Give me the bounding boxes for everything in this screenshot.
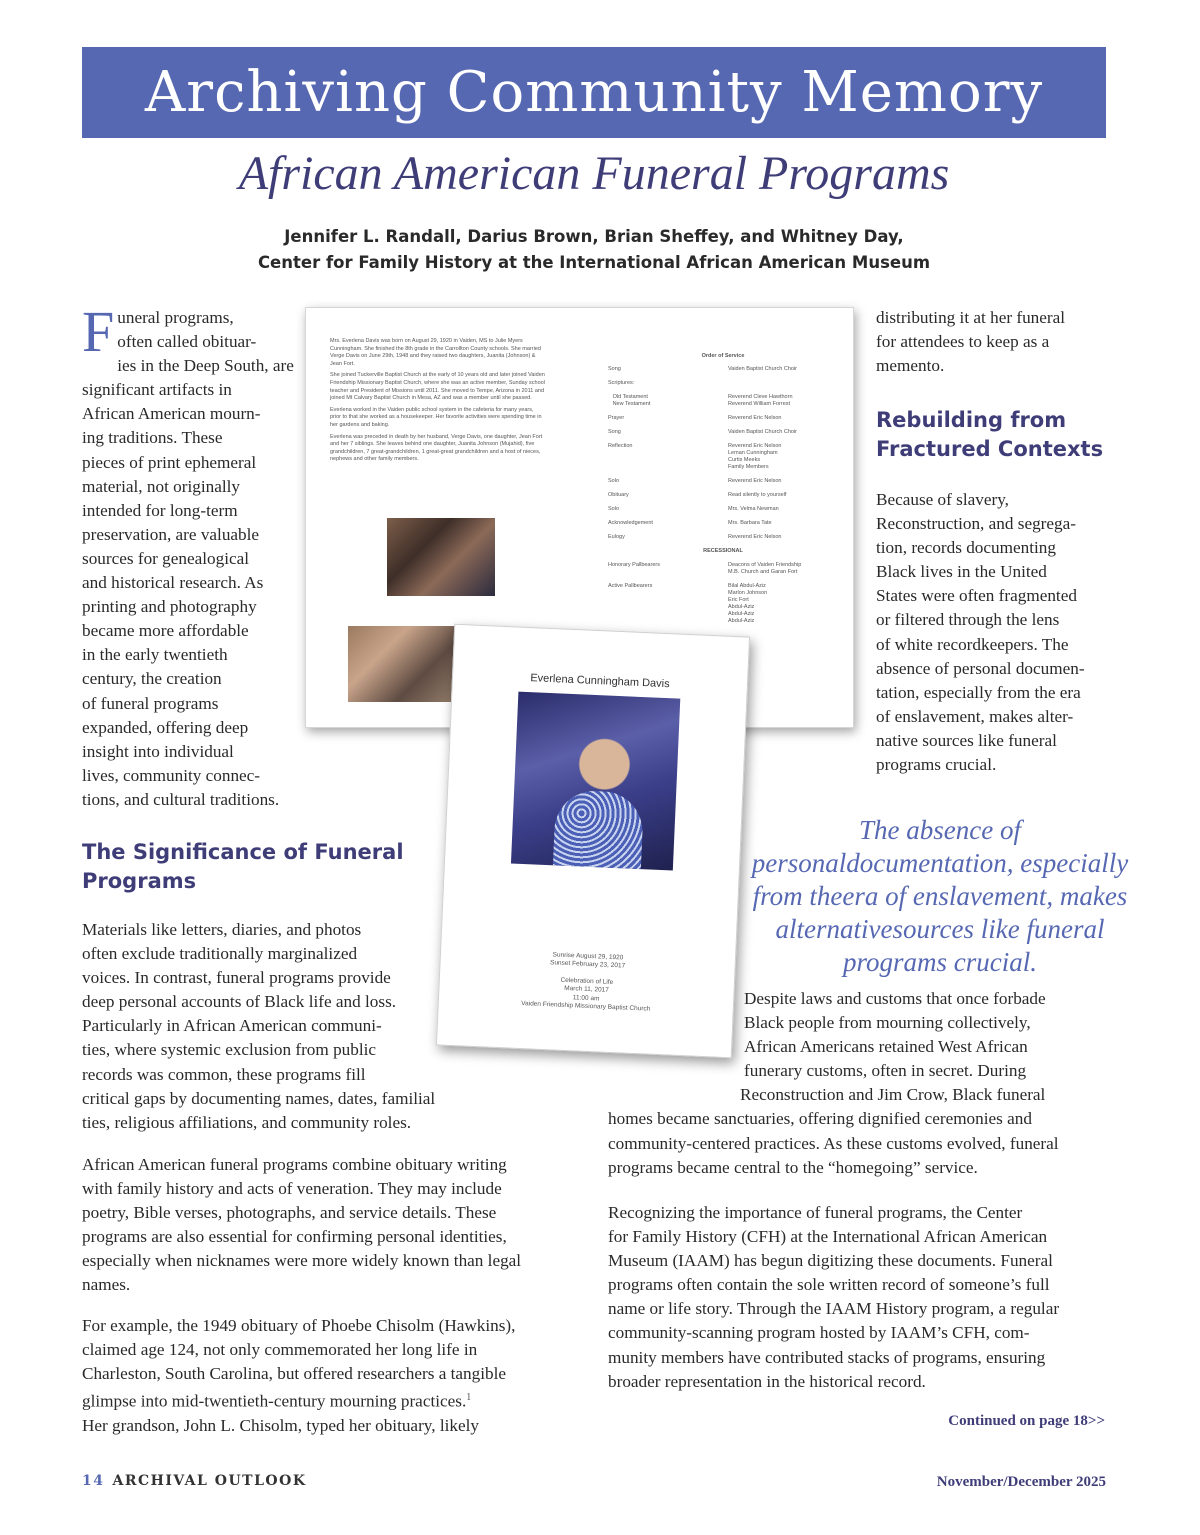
text-line: programs often contain the sole written record of someone’s full — [608, 1275, 1050, 1295]
obituary-paragraph: She joined Tuckerville Baptist Church at the early of 10 years old and later joined Vaiden Friendship Missionary Baptist Church, where she was an active member, Sunday school teacher and President of Missions until 2011. She moved to Tempe, Arizona in 2011 and joined Mt Calvary Baptist Church in Mesa, AZ and was a member until she passed. — [330, 372, 545, 402]
service-participant: Reverend Eric Nelson — [728, 415, 782, 421]
celebration-date: March 11, 2017 — [564, 985, 609, 995]
portrait-photo — [511, 692, 680, 871]
cfh-paragraph — [608, 1201, 1128, 1394]
text-line: tions, and cultural traditions. — [82, 789, 280, 809]
text-line: often exclude traditionally marginalized — [82, 944, 358, 964]
text-line: Charleston, South Carolina, but offered researchers a tangible — [82, 1364, 506, 1384]
text-line: poetry, Bible verses, photographs, and service details. These — [82, 1203, 497, 1223]
text-line: memento. — [876, 356, 945, 376]
text-line: especially when nicknames were more widely known than legal — [82, 1251, 522, 1271]
service-row — [608, 380, 838, 387]
service-participant: Mrs. Barbara Tate — [728, 520, 772, 526]
obituary-paragraph: Everlena worked in the Vaiden public school system in the cafeteria for many years, prior to that she worked as a housekeeper. Her favorite activities were spending time in her gardens and baking. — [330, 406, 542, 428]
text-line: lives, community connec- — [82, 765, 261, 785]
text-line: Materials like letters, diaries, and photos — [82, 920, 362, 939]
service-participant — [728, 380, 838, 387]
section-heading-rebuilding — [876, 406, 1136, 464]
service-item: Eulogy — [608, 534, 625, 540]
paragraph-lines — [82, 1314, 582, 1438]
text-line: broader representation in the historical record. — [608, 1371, 926, 1391]
text-line: or filtered through the lens — [876, 610, 1060, 630]
affiliation-line: Center for Family History at the International African American Museum — [257, 253, 931, 272]
text-line: Reconstruction and Jim Crow, Black funeral — [740, 1085, 1046, 1105]
heading-line: Fractured Contexts — [876, 437, 1104, 461]
sunset-date: Sunset February 23, 2017 — [549, 959, 626, 970]
service-row — [608, 506, 838, 513]
text-line: sources like funeral programs crucial. — [843, 914, 1105, 977]
text-line: of funeral programs — [82, 693, 219, 713]
church-name: Vaiden Friendship Missionary Baptist Church — [521, 1000, 651, 1013]
service-item: Scriptures: — [608, 380, 635, 386]
heading-line: The Significance of Funeral — [82, 840, 404, 864]
service-row — [608, 534, 838, 541]
text-line: pieces of print ephemeral — [82, 452, 257, 472]
service-participant: Reverend Eric Nelson Leman Cunningham Curtis Meeks Family Members — [728, 443, 782, 470]
text-line: material, not originally — [82, 476, 240, 496]
celebration-label: Celebration of Life — [560, 976, 614, 986]
service-item: Obituary — [608, 492, 629, 498]
text-line: Recognizing the importance of funeral programs, the Center — [608, 1203, 1023, 1222]
text-line: intended for long-term — [82, 500, 238, 520]
service-participant: Reverend Cleve Hawthorn Reverend William Forrest — [728, 394, 793, 407]
text-line: for Family History (CFH) at the International African American — [608, 1227, 1048, 1247]
intro-lines — [82, 299, 312, 812]
text-line: voices. In contrast, funeral programs provide — [82, 968, 391, 988]
text-line: records was common, these programs fill — [82, 1064, 366, 1084]
service-participant: Mrs. Velma Newman — [728, 506, 779, 512]
text-line: in the early twentieth — [82, 645, 228, 665]
portrait-dress — [553, 789, 644, 869]
text-line: native sources like funeral — [876, 730, 1057, 750]
significance-paragraph-1 — [82, 918, 482, 1135]
drop-cap: F — [82, 299, 115, 364]
service-item: Solo — [608, 478, 620, 484]
title-banner — [82, 47, 1106, 138]
service-row — [608, 583, 838, 625]
service-participant: Reverend Eric Nelson — [728, 534, 782, 540]
page-title: Archiving Community Memory — [144, 60, 1044, 125]
magazine-name: ARCHIVAL OUTLOOK — [112, 1473, 307, 1489]
order-of-service-rows — [608, 366, 838, 541]
text-line: programs are also essential for confirming personal identities, — [82, 1227, 507, 1247]
text-line: For example, the 1949 obituary of Phoebe Chisolm (Hawkins), — [82, 1316, 516, 1335]
text-line: Black lives in the United — [876, 562, 1047, 582]
heading-line: Programs — [82, 869, 197, 893]
section-heading-significance — [82, 838, 442, 896]
footnote-marker: 1 — [466, 1392, 472, 1404]
text-line: Despite laws and customs that once forbade — [744, 989, 1046, 1008]
text-line: uneral programs, — [117, 308, 234, 327]
service-row — [608, 562, 838, 576]
pull-quote — [740, 814, 1140, 979]
service-participant: Vaiden Baptist Church Choir — [728, 366, 797, 372]
service-item: Song — [608, 429, 621, 435]
text-line: era of enslavement, makes alternative — [775, 881, 1128, 944]
order-of-service — [608, 353, 838, 632]
service-participant: Vaiden Baptist Church Choir — [728, 429, 797, 435]
text-line: distributing it at her funeral — [876, 308, 1066, 327]
text-line: preservation, are valuable — [82, 524, 260, 544]
text-line: century, the creation — [82, 669, 222, 689]
text-line: expanded, offering deep — [82, 717, 249, 737]
service-participant: Read silently to yourself — [728, 492, 787, 498]
text-line: Her grandson, John L. Chisolm, typed her obituary, likely — [82, 1416, 479, 1436]
text-line: of white recordkeepers. The — [876, 634, 1069, 654]
text-line: States were often fragmented — [876, 586, 1077, 606]
text-line: insight into individual — [82, 741, 234, 761]
family-photo-1 — [387, 518, 495, 596]
service-item: Song — [608, 366, 621, 372]
text-line: tation, especially from the era — [876, 682, 1081, 702]
homegoing-paragraph — [608, 987, 1128, 1180]
text-line: munity members have contributed stacks of programs, ensuring — [608, 1347, 1046, 1367]
service-item: Reflection — [608, 443, 633, 449]
program-obituary-text — [330, 338, 545, 468]
obituary-paragraph: Everlena was preceded in death by her husband, Verge Davis, one daughter, Jean Fort and her 7 siblings. She leaves behind one daughter, Juanita Johnson (Mujahid), five grandchildren, 7 great-grandchildren, 1 great-great grandchildren and a host of nieces, nephews and other family members. — [330, 433, 543, 463]
service-row — [608, 415, 838, 422]
page-number: 14 — [82, 1473, 105, 1489]
text-line: funerary customs, often in secret. During — [744, 1061, 1027, 1081]
text-line: Museum (IAAM) has begun digitizing these documents. Funeral — [608, 1251, 1053, 1271]
text-line: community-scanning program hosted by IAAM’s CFH, com- — [608, 1323, 1030, 1343]
service-row — [608, 443, 838, 471]
text-line: ing traditions. These — [82, 428, 223, 448]
text-line: Because of slavery, — [876, 490, 1009, 509]
text-line: tion, records documenting — [876, 538, 1056, 558]
service-row — [608, 394, 838, 408]
text-line: The absence of personal — [751, 815, 1021, 878]
service-item: Old Testament New Testament — [612, 394, 651, 407]
text-line: documentation, especially from the — [752, 848, 1129, 911]
continued-paragraph — [876, 306, 1116, 378]
footer-magazine — [82, 1473, 306, 1489]
text-line: Particularly in African American communi- — [82, 1016, 382, 1036]
text-line: claimed age 124, not only commemorated her long life in — [82, 1340, 478, 1360]
text-line: ties, where systemic exclusion from public — [82, 1040, 377, 1060]
celebration-time: 11:00 am — [572, 993, 600, 1003]
significance-paragraph-2 — [82, 1153, 582, 1298]
text-line: often called obituar- — [117, 332, 257, 352]
text-line: deep personal accounts of Black life and loss. — [82, 992, 397, 1012]
service-row — [608, 429, 838, 436]
author-byline — [0, 224, 1188, 276]
pallbearer-rows — [608, 562, 838, 625]
text-line: name or life story. Through the IAAM History program, a regular — [608, 1299, 1060, 1319]
text-line: printing and photography — [82, 597, 257, 617]
text-line: became more affordable — [82, 621, 249, 641]
text-line: African Americans retained West African — [744, 1037, 1028, 1057]
intro-paragraph — [82, 299, 312, 812]
text-line: ies in the Deep South, are — [117, 356, 294, 376]
text-line: programs crucial. — [876, 755, 997, 775]
text-line: and historical research. As — [82, 573, 264, 593]
recessional-label: RECESSIONAL — [703, 548, 743, 554]
service-row — [608, 520, 838, 527]
text-line: sources for genealogical — [82, 548, 250, 568]
continued-link[interactable]: Continued on page 18>> — [948, 1413, 1105, 1429]
obituary-paragraph: Mrs. Everlena Davis was born on August 29, 1920 in Vaiden, MS to Julie Myers Cunningham. She finished the 8th grade in the Carrollton County schools. She married Verge Davis on June 29th, 1948 and they raised two daughters, Juanita (Johnson) & Jean Fort. — [330, 338, 541, 367]
significance-paragraph-3 — [82, 1314, 582, 1438]
text-line: programs became central to the “homegoing” service. — [608, 1157, 978, 1177]
text-line: African American funeral programs combine obituary writing — [82, 1155, 507, 1174]
order-of-service-title: Order of Service — [701, 353, 745, 359]
program-deceased-name: Everlena Cunningham Davis — [530, 672, 670, 691]
text-line: Black people from mourning collectively, — [744, 1013, 1031, 1033]
service-row — [608, 478, 838, 485]
sunrise-date: Sunrise August 29, 1920 — [552, 951, 624, 962]
service-item: Solo — [608, 506, 620, 512]
text-line: significant artifacts in — [82, 380, 232, 400]
text-line: community-centered practices. As these customs evolved, funeral — [608, 1133, 1059, 1153]
service-participant: Bilal Abdul-Aziz Marlon Johnson Eric Fort Abdul-Aziz Abdul-Aziz Abdul-Aziz — [728, 583, 768, 624]
service-item: Prayer — [608, 415, 625, 421]
service-item: Active Pallbearers — [608, 583, 653, 589]
rebuilding-paragraph — [876, 488, 1116, 777]
text-line: for attendees to keep as a — [876, 332, 1050, 352]
text-line: names. — [82, 1275, 131, 1295]
service-item: Acknowledgement — [608, 520, 653, 526]
authors-line: Jennifer L. Randall, Darius Brown, Brian Sheffey, and Whitney Day, — [284, 227, 904, 246]
text-line: homes became sanctuaries, offering dignified ceremonies and — [608, 1109, 1032, 1129]
footer-issue: November/December 2025 — [936, 1474, 1106, 1490]
text-line: critical gaps by documenting names, dates, familial — [82, 1088, 436, 1108]
text-line: ties, religious affiliations, and community roles. — [82, 1112, 412, 1132]
text-line: with family history and acts of veneration. They may include — [82, 1179, 502, 1199]
page-subtitle: African American Funeral Programs — [238, 147, 950, 200]
service-row — [608, 492, 838, 499]
text-line: of enslavement, makes alter- — [876, 706, 1074, 726]
text-line: absence of personal documen- — [876, 658, 1085, 678]
text-line: Reconstruction, and segrega- — [876, 514, 1076, 534]
service-row — [608, 366, 838, 373]
service-participant: Reverend Eric Nelson — [728, 478, 782, 484]
text-line: African American mourn- — [82, 404, 261, 424]
service-item: Honorary Pallbearers — [608, 562, 660, 568]
text-line: glimpse into mid-twentieth-century mourning practices.$^1$ — [82, 1392, 472, 1412]
service-participant: Deacons of Vaiden Friendship M.B. Church and Garan Fort — [728, 562, 802, 575]
heading-line: Rebuilding from — [876, 408, 1067, 432]
